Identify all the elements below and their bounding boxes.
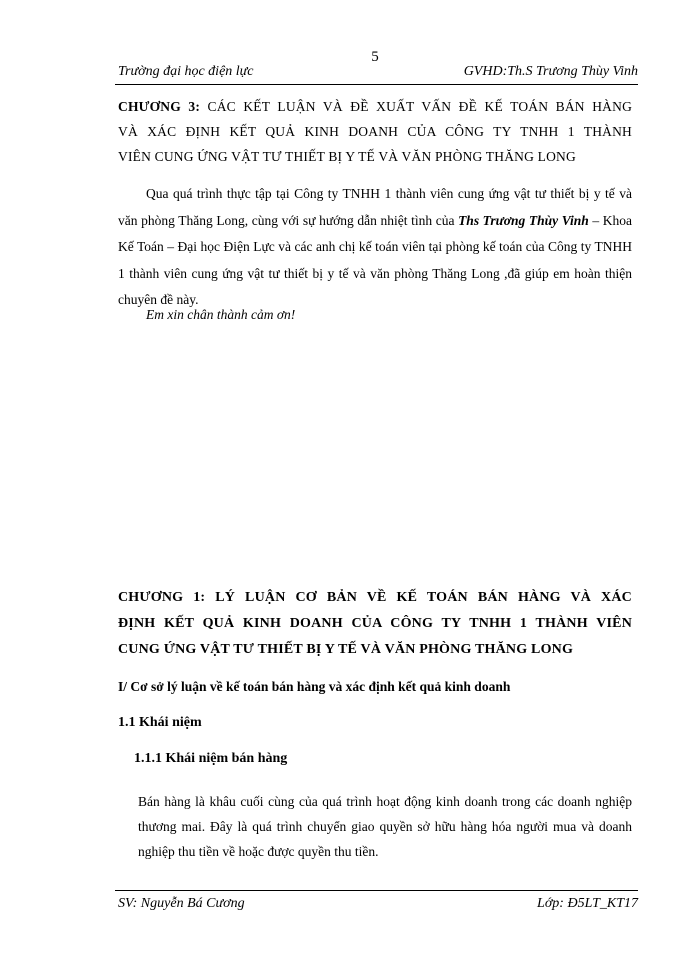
footer-divider bbox=[115, 890, 638, 891]
thanks-line: Em xin chân thành cảm ơn! bbox=[146, 307, 296, 322]
footer-class: Lớp: Đ5LT_KT17 bbox=[537, 896, 638, 911]
chapter-1-label: CHƯƠNG 1: bbox=[118, 590, 206, 605]
intro-advisor-name: Ths Trương Thùy Vinh bbox=[458, 212, 589, 228]
intro-text-after: – Khoa Kế Toán – Đại học Điện Lực và các anh chị kế toán viên tại phòng kế toán của Công ty TNHH 1 thành viên cung ứng vật tư thiết bị y tế và văn phòng Thăng Long ,đã giúp em hoàn thiện chuyên đề này. bbox=[118, 212, 632, 307]
header-school: Trường đại học điện lực bbox=[118, 64, 254, 79]
footer-student: SV: Nguyễn Bá Cương bbox=[118, 896, 245, 911]
chapter-3-line-1: CÁC KẾT LUẬN VÀ ĐỀ XUẤT VẤN ĐỀ KẾ TOÁN BÁN HÀNG bbox=[207, 99, 633, 114]
chapter-3-label: CHƯƠNG 3: bbox=[118, 99, 201, 114]
section-heading-1-1-1: 1.1.1 Khái niệm bán hàng bbox=[134, 751, 288, 766]
definition-paragraph: Bán hàng là khâu cuối cùng của quá trình hoạt động kinh doanh trong các doanh nghiệp thương mai. Đây là quá trình chuyển giao quyền sở hữu hàng hóa người mua và doanh nghiệp thu tiền về hoặc được quyền thu tiền. bbox=[138, 794, 632, 859]
page-number: 5 bbox=[371, 49, 379, 65]
section-heading-1: I/ Cơ sở lý luận về kế toán bán hàng và xác định kết quả kinh doanh bbox=[118, 679, 511, 694]
section-heading-1-1: 1.1 Khái niệm bbox=[118, 715, 202, 730]
header-divider bbox=[115, 84, 638, 85]
chapter-1-line-1: LÝ LUẬN CƠ BẢN VỀ KẾ TOÁN BÁN HÀNG VÀ XÁC bbox=[215, 590, 632, 605]
chapter-1-line-2: ĐỊNH KẾT QUẢ KINH DOANH CỦA CÔNG TY TNHH 1 THÀNH VIÊN bbox=[118, 616, 632, 631]
intro-text-before: Qua quá trình thực tập tại Công ty TNHH 1 thành viên cung ứng vật tư thiết bị y tế và văn phòng Thăng Long, cùng với sự hướng dẫn nhiệt tình của bbox=[118, 186, 632, 228]
chapter-3-line-2: VÀ XÁC ĐỊNH KẾT QUẢ KINH DOANH CỦA CÔNG TY TNHH 1 THÀNH bbox=[118, 124, 632, 139]
header-advisor: GVHD:Th.S Trương Thùy Vinh bbox=[463, 64, 638, 79]
chapter-3-title bbox=[118, 94, 632, 169]
chapter-1-title bbox=[118, 585, 632, 663]
chapter-1-line-3: CUNG ỨNG VẬT TƯ THIẾT BỊ Y TẾ VÀ VĂN PHÒNG THĂNG LONG bbox=[118, 642, 574, 657]
chapter-3-line-3: VIÊN CUNG ỨNG VẬT TƯ THIẾT BỊ Y TẾ VÀ VĂN PHÒNG THĂNG LONG bbox=[118, 149, 576, 164]
intro-paragraph bbox=[118, 181, 632, 314]
